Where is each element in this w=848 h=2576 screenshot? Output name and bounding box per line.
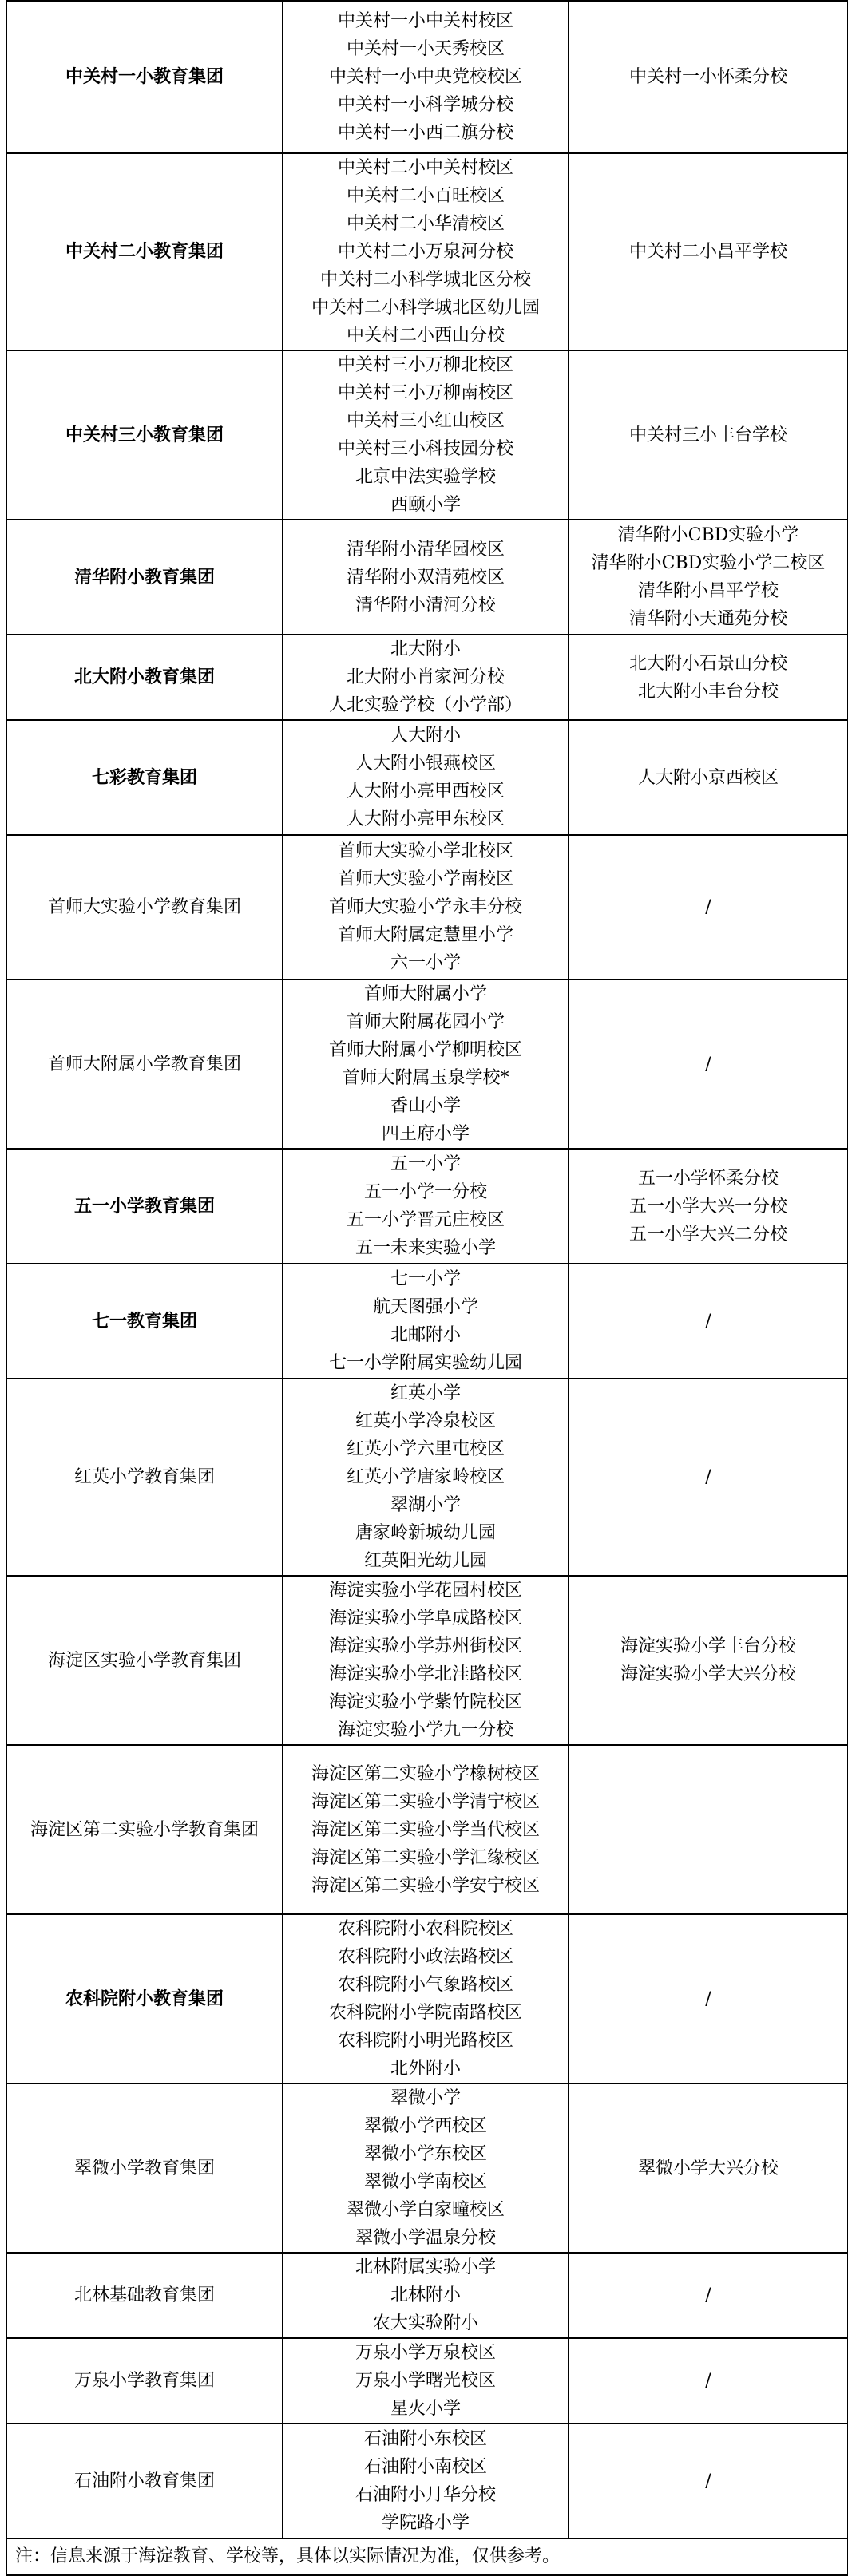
member-schools-cell bbox=[283, 350, 569, 520]
table-row bbox=[6, 2253, 848, 2338]
member-school: 中关村三小万柳南校区 bbox=[337, 383, 513, 403]
group-name-cell bbox=[6, 520, 283, 635]
member-schools-cell bbox=[283, 2338, 569, 2424]
member-school: 北外附小 bbox=[390, 2059, 461, 2079]
member-schools-cell bbox=[283, 835, 569, 979]
member-school: 万泉小学曙光校区 bbox=[355, 2371, 496, 2391]
member-school: 七一小学 bbox=[390, 1269, 461, 1289]
member-schools-cell bbox=[283, 153, 569, 350]
member-school: 海淀区第二实验小学清宁校区 bbox=[311, 1791, 540, 1812]
group-name-cell bbox=[6, 153, 283, 350]
group-name: 农科院附小教育集团 bbox=[65, 1988, 224, 2009]
outside-branch: 北大附小丰台分校 bbox=[637, 681, 779, 702]
group-name: 海淀区实验小学教育集团 bbox=[47, 1650, 241, 1671]
member-school: 中关村二小西山分校 bbox=[346, 326, 505, 346]
table-row bbox=[6, 1264, 848, 1379]
outside-branch: 中关村二小昌平学校 bbox=[628, 242, 787, 262]
table-row bbox=[6, 1149, 848, 1264]
group-name-cell bbox=[6, 2424, 283, 2538]
member-school: 海淀区第二实验小学橡树校区 bbox=[311, 1763, 540, 1784]
outside-branches-cell bbox=[569, 979, 848, 1149]
group-name-cell bbox=[6, 1149, 283, 1264]
member-school: 红英小学六里屯校区 bbox=[346, 1439, 505, 1459]
member-school: 北林附属实验小学 bbox=[355, 2257, 496, 2277]
group-name: 中关村一小教育集团 bbox=[65, 66, 224, 87]
member-school: 五一小学 bbox=[390, 1154, 461, 1174]
member-school: 万泉小学万泉校区 bbox=[355, 2343, 496, 2363]
outside-branches-cell bbox=[569, 1264, 848, 1379]
member-school: 海淀实验小学九一分校 bbox=[337, 1720, 513, 1740]
member-school: 农科院附小农科院校区 bbox=[337, 1919, 513, 1939]
outside-branches-cell bbox=[569, 720, 848, 835]
member-school: 首师大附属小学 bbox=[363, 984, 487, 1004]
member-school: 翠微小学西校区 bbox=[363, 2116, 487, 2136]
member-schools-cell bbox=[283, 1379, 569, 1576]
member-school: 首师大实验小学南校区 bbox=[337, 869, 513, 889]
group-name: 清华附小教育集团 bbox=[73, 566, 215, 588]
group-name-cell bbox=[6, 1264, 283, 1379]
member-school: 红英小学 bbox=[390, 1383, 461, 1403]
member-school: 中关村一小天秀校区 bbox=[346, 39, 505, 59]
member-school: 翠微小学南校区 bbox=[363, 2172, 487, 2192]
member-school: 农科院附小气象路校区 bbox=[337, 1975, 513, 1995]
table-row bbox=[6, 1, 848, 153]
group-name: 海淀区第二实验小学教育集团 bbox=[30, 1819, 259, 1840]
outside-branch: 清华附小CBD实验小学二校区 bbox=[591, 553, 826, 573]
outside-branches-cell bbox=[569, 835, 848, 979]
table-row bbox=[6, 2424, 848, 2538]
outside-branches-cell bbox=[569, 2083, 848, 2253]
table-row bbox=[6, 1914, 848, 2083]
member-school: 中关村二小科学城北区幼儿园 bbox=[311, 298, 540, 318]
member-school: 学院路小学 bbox=[381, 2513, 470, 2533]
group-name: 首师大附属小学教育集团 bbox=[47, 1054, 241, 1074]
member-schools-cell bbox=[283, 720, 569, 835]
group-name: 五一小学教育集团 bbox=[73, 1195, 215, 1217]
outside-branch: 五一小学怀柔分校 bbox=[637, 1168, 779, 1189]
outside-branch: 人大附小京西校区 bbox=[637, 767, 779, 788]
note-row bbox=[6, 2538, 848, 2575]
member-school: 海淀实验小学花园村校区 bbox=[328, 1581, 522, 1601]
member-school: 中关村二小万泉河分校 bbox=[337, 242, 513, 262]
outside-branches-cell bbox=[569, 2424, 848, 2538]
member-school: 香山小学 bbox=[390, 1096, 461, 1116]
table-row bbox=[6, 1379, 848, 1576]
member-school: 中关村三小科技园分校 bbox=[337, 439, 513, 459]
outside-branch: / bbox=[705, 1311, 711, 1332]
member-school: 翠微小学温泉分校 bbox=[355, 2228, 496, 2248]
table-row bbox=[6, 979, 848, 1149]
outside-branch: / bbox=[705, 2371, 711, 2391]
member-school: 中关村一小中央党校校区 bbox=[328, 67, 522, 87]
group-name: 红英小学教育集团 bbox=[73, 1467, 215, 1487]
group-name: 翠微小学教育集团 bbox=[73, 2158, 215, 2178]
member-school: 中关村三小万柳北校区 bbox=[337, 355, 513, 375]
outside-branches-cell bbox=[569, 2253, 848, 2338]
member-school: 红英小学唐家岭校区 bbox=[346, 1467, 505, 1487]
member-school: 海淀实验小学北洼路校区 bbox=[328, 1664, 522, 1684]
outside-branches-cell bbox=[569, 1745, 848, 1914]
member-school: 首师大实验小学永丰分校 bbox=[328, 897, 522, 917]
outside-branch: 清华附小昌平学校 bbox=[637, 581, 779, 601]
member-school: 农科院附小明光路校区 bbox=[337, 2031, 513, 2051]
outside-branch: / bbox=[705, 2285, 711, 2305]
group-name: 中关村二小教育集团 bbox=[65, 241, 224, 262]
member-school: 航天图强小学 bbox=[372, 1297, 478, 1317]
group-name-cell bbox=[6, 1745, 283, 1914]
group-name-cell bbox=[6, 1379, 283, 1576]
group-name: 北林基础教育集团 bbox=[73, 2285, 215, 2305]
outside-branches-cell bbox=[569, 153, 848, 350]
table-body bbox=[6, 1, 848, 2538]
member-school: 人大附小银燕校区 bbox=[355, 754, 496, 774]
outside-branch: / bbox=[705, 897, 711, 917]
outside-branches-cell bbox=[569, 1914, 848, 2083]
member-school: 中关村一小科学城分校 bbox=[337, 95, 513, 115]
member-school: 中关村一小中关村校区 bbox=[337, 11, 513, 31]
outside-branch: 五一小学大兴一分校 bbox=[628, 1196, 787, 1217]
member-school: 七一小学附属实验幼儿园 bbox=[328, 1353, 522, 1373]
member-school: 翠微小学 bbox=[390, 2088, 461, 2108]
member-school: 首师大附属小学柳明校区 bbox=[328, 1040, 522, 1060]
group-name-cell bbox=[6, 979, 283, 1149]
member-school: 海淀实验小学紫竹院校区 bbox=[328, 1692, 522, 1712]
member-school: 星火小学 bbox=[390, 2399, 461, 2419]
outside-branches-cell bbox=[569, 1576, 848, 1745]
member-school: 翠微小学东校区 bbox=[363, 2144, 487, 2164]
outside-branches-cell bbox=[569, 520, 848, 635]
member-schools-cell bbox=[283, 1264, 569, 1379]
member-school: 海淀区第二实验小学汇缘校区 bbox=[311, 1847, 540, 1868]
member-school: 四王府小学 bbox=[381, 1124, 470, 1144]
group-name-cell bbox=[6, 2338, 283, 2424]
member-school: 农科院附小学院南路校区 bbox=[328, 2003, 522, 2023]
member-schools-cell bbox=[283, 2083, 569, 2253]
table-row bbox=[6, 520, 848, 635]
member-school: 海淀实验小学苏州街校区 bbox=[328, 1636, 522, 1656]
member-school: 中关村二小中关村校区 bbox=[337, 158, 513, 178]
member-schools-cell bbox=[283, 1914, 569, 2083]
outside-branches-cell bbox=[569, 1, 848, 153]
member-school: 石油附小南校区 bbox=[363, 2457, 487, 2477]
outside-branches-cell bbox=[569, 635, 848, 720]
outside-branch: / bbox=[705, 1988, 711, 2009]
table-row bbox=[6, 835, 848, 979]
member-school: 中关村二小华清校区 bbox=[346, 214, 505, 234]
outside-branch: / bbox=[705, 1054, 711, 1074]
group-name: 北大附小教育集团 bbox=[73, 667, 215, 687]
member-schools-cell bbox=[283, 1, 569, 153]
member-school: 海淀实验小学阜成路校区 bbox=[328, 1609, 522, 1628]
table-row bbox=[6, 1576, 848, 1745]
member-schools-cell bbox=[283, 2424, 569, 2538]
table-row bbox=[6, 1745, 848, 1914]
group-name-cell bbox=[6, 635, 283, 720]
member-schools-cell bbox=[283, 2253, 569, 2338]
member-school: 石油附小东校区 bbox=[363, 2429, 487, 2449]
group-name-cell bbox=[6, 350, 283, 520]
table-row bbox=[6, 350, 848, 520]
group-name-cell bbox=[6, 835, 283, 979]
member-school: 人大附小 bbox=[390, 726, 461, 746]
member-school: 五一小学晋元庄校区 bbox=[346, 1210, 505, 1230]
outside-branches-cell bbox=[569, 1149, 848, 1264]
member-school: 首师大实验小学北校区 bbox=[337, 841, 513, 861]
member-school: 中关村三小红山校区 bbox=[346, 411, 505, 431]
member-school: 清华附小清华园校区 bbox=[346, 539, 505, 560]
outside-branches-cell bbox=[569, 350, 848, 520]
member-school: 农科院附小政法路校区 bbox=[337, 1947, 513, 1967]
outside-branch: 海淀实验小学大兴分校 bbox=[620, 1664, 796, 1684]
outside-branch: 五一小学大兴二分校 bbox=[628, 1224, 787, 1244]
member-school: 中关村二小百旺校区 bbox=[346, 186, 505, 206]
group-name: 中关村三小教育集团 bbox=[65, 424, 224, 445]
member-schools-cell bbox=[283, 1576, 569, 1745]
group-name-cell bbox=[6, 1, 283, 153]
member-school: 五一未来实验小学 bbox=[355, 1238, 496, 1258]
outside-branches-cell bbox=[569, 2338, 848, 2424]
member-school: 北邮附小 bbox=[390, 1325, 461, 1345]
group-name: 首师大实验小学教育集团 bbox=[47, 897, 241, 917]
table-row bbox=[6, 2083, 848, 2253]
member-school: 清华附小双清苑校区 bbox=[346, 567, 505, 588]
member-schools-cell bbox=[283, 1149, 569, 1264]
member-school: 红英小学冷泉校区 bbox=[355, 1411, 496, 1431]
member-school: 首师大附属定慧里小学 bbox=[337, 925, 513, 945]
outside-branch: / bbox=[705, 1467, 711, 1487]
table-row bbox=[6, 635, 848, 720]
group-name: 石油附小教育集团 bbox=[73, 2471, 215, 2491]
member-school: 石油附小月华分校 bbox=[355, 2485, 496, 2505]
group-name-cell bbox=[6, 2253, 283, 2338]
outside-branch: 海淀实验小学丰台分校 bbox=[620, 1636, 796, 1656]
member-school: 清华附小清河分校 bbox=[355, 595, 496, 615]
group-name: 七彩教育集团 bbox=[91, 766, 197, 788]
member-schools-cell bbox=[283, 635, 569, 720]
member-school: 海淀区第二实验小学安宁校区 bbox=[311, 1875, 540, 1896]
member-school: 北大附小 bbox=[390, 639, 461, 659]
table-row bbox=[6, 153, 848, 350]
member-school: 海淀区第二实验小学当代校区 bbox=[311, 1819, 540, 1840]
outside-branch: 清华附小天通苑分校 bbox=[628, 609, 787, 629]
member-school: 六一小学 bbox=[390, 953, 461, 973]
member-schools-cell bbox=[283, 979, 569, 1149]
member-school: 人北实验学校（小学部） bbox=[328, 695, 522, 715]
member-school: 北大附小肖家河分校 bbox=[346, 667, 505, 687]
member-school: 唐家岭新城幼儿园 bbox=[355, 1523, 496, 1543]
member-schools-cell bbox=[283, 520, 569, 635]
group-name-cell bbox=[6, 2083, 283, 2253]
member-school: 西颐小学 bbox=[390, 495, 461, 515]
school-group-table bbox=[6, 0, 848, 2576]
member-school: 人大附小亮甲西校区 bbox=[346, 782, 505, 801]
member-school: 农大实验附小 bbox=[372, 2313, 478, 2333]
group-name: 七一教育集团 bbox=[91, 1310, 197, 1332]
member-school: 中关村一小西二旗分校 bbox=[337, 123, 513, 143]
outside-branch: 中关村三小丰台学校 bbox=[628, 425, 787, 445]
member-school: 翠微小学白家疃校区 bbox=[346, 2200, 505, 2220]
outside-branch: 北大附小石景山分校 bbox=[628, 653, 787, 674]
group-name-cell bbox=[6, 1576, 283, 1745]
member-schools-cell bbox=[283, 1745, 569, 1914]
outside-branches-cell bbox=[569, 1379, 848, 1576]
group-name-cell bbox=[6, 1914, 283, 2083]
outside-branch: 清华附小CBD实验小学 bbox=[617, 525, 799, 545]
table-row bbox=[6, 2338, 848, 2424]
member-school: 首师大附属玉泉学校* bbox=[342, 1068, 509, 1088]
outside-branch: 翠微小学大兴分校 bbox=[637, 2158, 779, 2178]
member-school: 北京中法实验学校 bbox=[355, 467, 496, 487]
member-school: 五一小学一分校 bbox=[363, 1182, 487, 1202]
member-school: 中关村二小科学城北区分校 bbox=[319, 270, 531, 290]
member-school: 翠湖小学 bbox=[390, 1495, 461, 1515]
table-row bbox=[6, 720, 848, 835]
note-text: 注：信息来源于海淀教育、学校等，具体以实际情况为准，仅供参考。 bbox=[6, 2538, 848, 2575]
member-school: 北林附小 bbox=[390, 2285, 461, 2305]
outside-branch: 中关村一小怀柔分校 bbox=[628, 67, 787, 87]
group-name: 万泉小学教育集团 bbox=[73, 2371, 215, 2391]
member-school: 首师大附属花园小学 bbox=[346, 1012, 505, 1032]
member-school: 红英阳光幼儿园 bbox=[363, 1551, 487, 1571]
group-name-cell bbox=[6, 720, 283, 835]
outside-branch: / bbox=[705, 2471, 711, 2491]
member-school: 人大附小亮甲东校区 bbox=[346, 809, 505, 829]
